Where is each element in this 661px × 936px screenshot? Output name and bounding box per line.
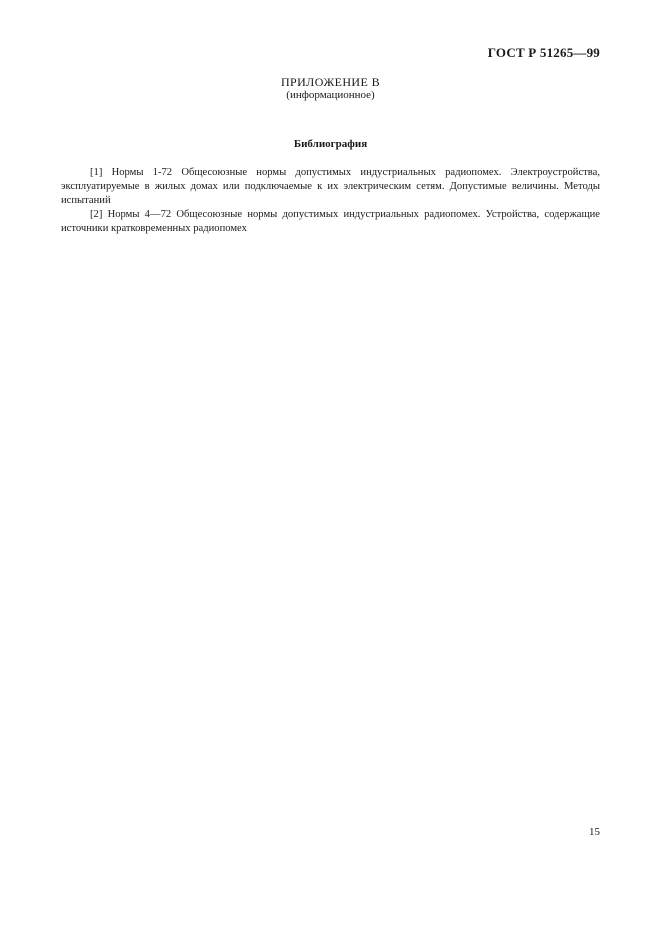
bibliography-heading: Библиография (293, 138, 368, 150)
reference-item: [1] Нормы 1-72 Общесоюзные нормы допустимых индустриальных радиопомех. Электроустройства, эксплуатируемые в жилых домах или подключаемые к их электрическим сетям. Допустимые величины. Методы испытаний (61, 167, 600, 206)
appendix-subtitle: (информационное) (286, 89, 375, 101)
reference-item: [2] Нормы 4—72 Общесоюзные нормы допустимых индустриальных радиопомех. Устройства, содержащие источники кратковременных радиопомех (61, 209, 600, 234)
appendix-title: ПРИЛОЖЕНИЕ В (280, 75, 381, 89)
reference-list (61, 166, 600, 236)
document-code: ГОСТ Р 51265—99 (487, 45, 600, 60)
page-number: 15 (589, 826, 600, 838)
